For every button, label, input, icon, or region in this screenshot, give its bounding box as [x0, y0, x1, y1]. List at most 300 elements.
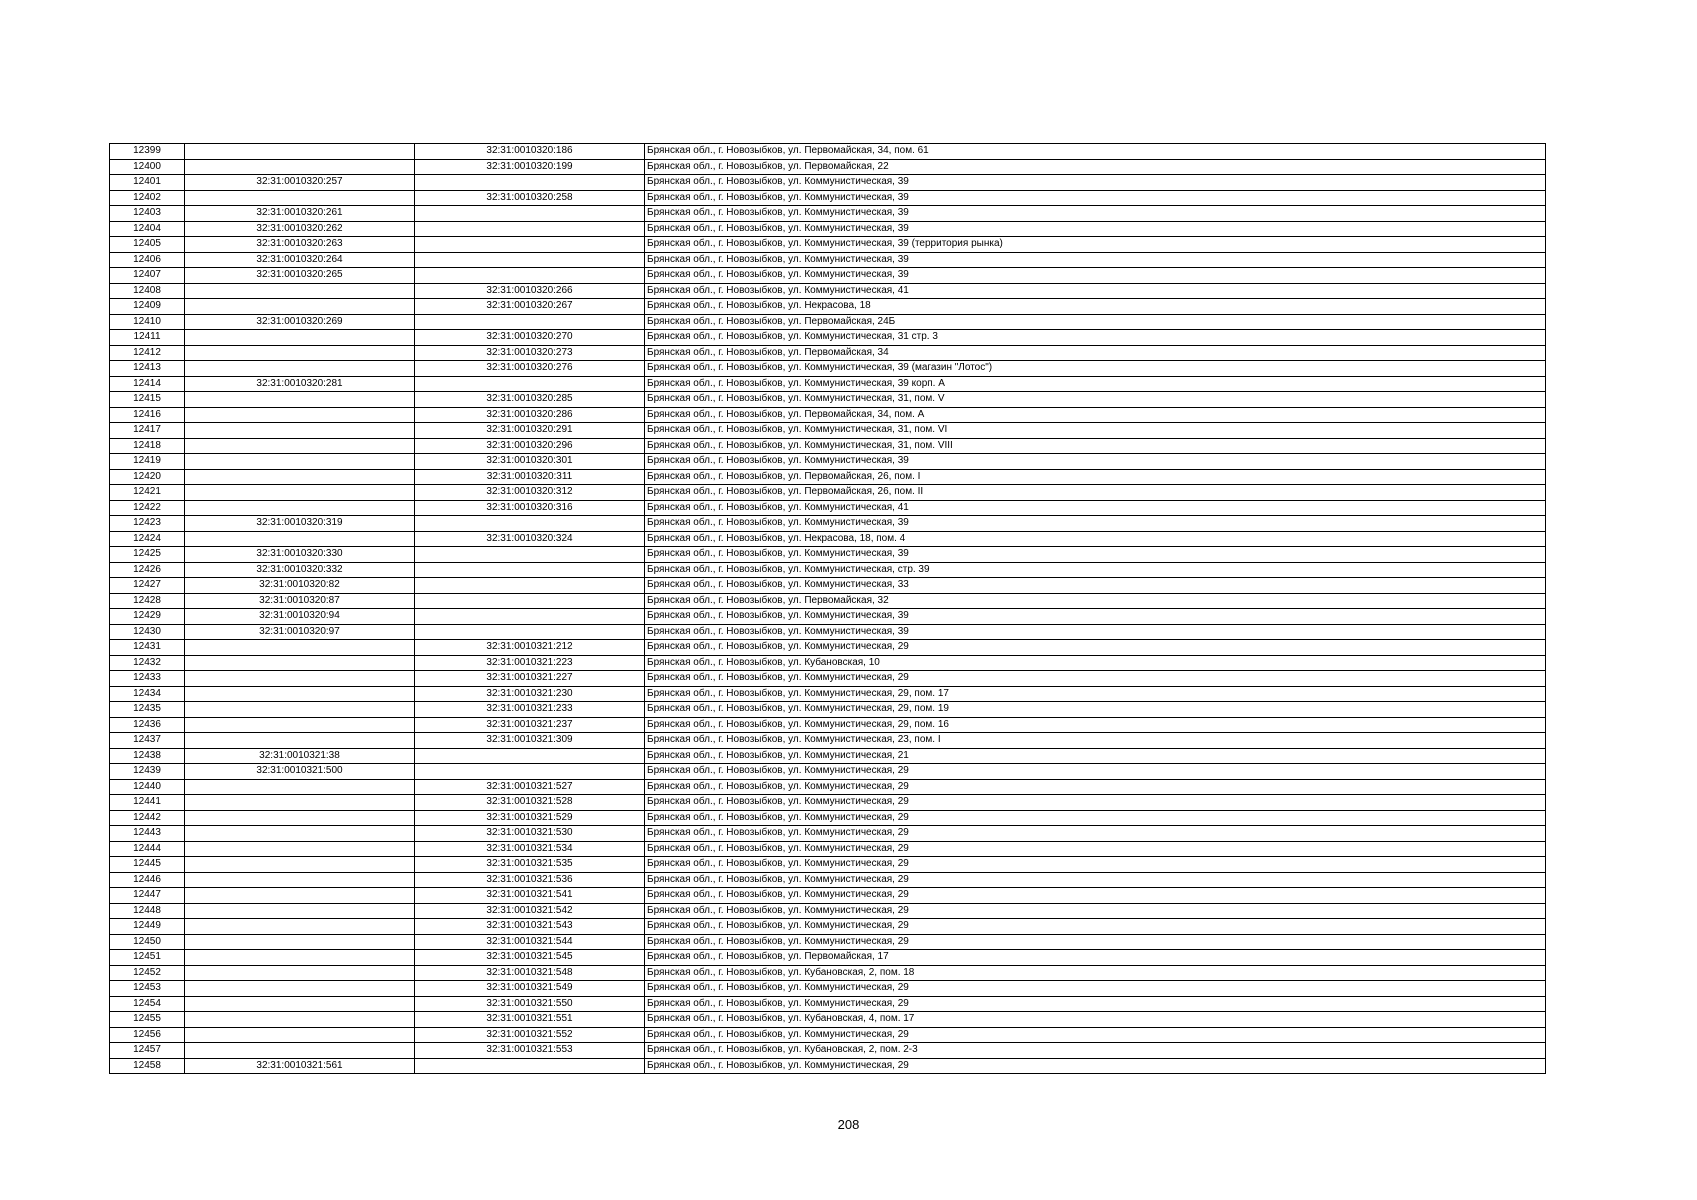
cadastral-number-cell: 32:31:0010320:330	[185, 547, 415, 563]
cadastral-number-cell: 32:31:0010320:257	[185, 175, 415, 191]
cadastral-number-cell	[185, 981, 415, 997]
table-row	[110, 748, 1546, 764]
cadastral-number-cell	[185, 841, 415, 857]
row-number-cell: 12447	[110, 888, 185, 904]
cadastral-number-cell: 32:31:0010320:87	[185, 593, 415, 609]
cadastral-number-cell	[185, 299, 415, 315]
cadastral-number-alt-cell: 32:31:0010321:544	[415, 934, 645, 950]
row-number-cell: 12450	[110, 934, 185, 950]
row-number-cell: 12453	[110, 981, 185, 997]
row-number-cell: 12419	[110, 454, 185, 470]
address-cell: Брянская обл., г. Новозыбков, ул. Некрасова, 18	[645, 299, 1546, 315]
registry-table-body	[110, 144, 1546, 1074]
cadastral-number-cell: 32:31:0010320:281	[185, 376, 415, 392]
row-number-cell: 12410	[110, 314, 185, 330]
cadastral-number-cell	[185, 919, 415, 935]
table-row	[110, 485, 1546, 501]
row-number-cell: 12429	[110, 609, 185, 625]
address-cell: Брянская обл., г. Новозыбков, ул. Коммунистическая, 29	[645, 779, 1546, 795]
row-number-cell: 12440	[110, 779, 185, 795]
address-cell: Брянская обл., г. Новозыбков, ул. Коммунистическая, 41	[645, 283, 1546, 299]
cadastral-number-cell: 32:31:0010320:262	[185, 221, 415, 237]
address-cell: Брянская обл., г. Новозыбков, ул. Коммунистическая, 39	[645, 175, 1546, 191]
address-cell: Брянская обл., г. Новозыбков, ул. Кубановская, 2, пом. 2-3	[645, 1043, 1546, 1059]
row-number-cell: 12457	[110, 1043, 185, 1059]
row-number-cell: 12416	[110, 407, 185, 423]
address-cell: Брянская обл., г. Новозыбков, ул. Коммунистическая, 39 корп. А	[645, 376, 1546, 392]
table-row	[110, 283, 1546, 299]
cadastral-number-cell	[185, 392, 415, 408]
table-row	[110, 888, 1546, 904]
table-row	[110, 1058, 1546, 1074]
address-cell: Брянская обл., г. Новозыбков, ул. Коммунистическая, 29	[645, 872, 1546, 888]
table-row	[110, 221, 1546, 237]
row-number-cell: 12454	[110, 996, 185, 1012]
row-number-cell: 12430	[110, 624, 185, 640]
table-row	[110, 981, 1546, 997]
cadastral-number-alt-cell: 32:31:0010320:266	[415, 283, 645, 299]
table-row	[110, 144, 1546, 160]
cadastral-number-cell	[185, 857, 415, 873]
table-row	[110, 547, 1546, 563]
row-number-cell: 12425	[110, 547, 185, 563]
row-number-cell: 12432	[110, 655, 185, 671]
table-row	[110, 252, 1546, 268]
cadastral-number-cell	[185, 283, 415, 299]
cadastral-number-alt-cell: 32:31:0010321:536	[415, 872, 645, 888]
cadastral-number-alt-cell	[415, 314, 645, 330]
cadastral-number-cell	[185, 531, 415, 547]
row-number-cell: 12422	[110, 500, 185, 516]
cadastral-number-alt-cell	[415, 206, 645, 222]
row-number-cell: 12415	[110, 392, 185, 408]
table-row	[110, 764, 1546, 780]
row-number-cell: 12449	[110, 919, 185, 935]
cadastral-number-alt-cell: 32:31:0010321:541	[415, 888, 645, 904]
cadastral-number-alt-cell: 32:31:0010320:186	[415, 144, 645, 160]
table-row	[110, 206, 1546, 222]
row-number-cell: 12423	[110, 516, 185, 532]
table-row	[110, 299, 1546, 315]
row-number-cell: 12418	[110, 438, 185, 454]
cadastral-number-alt-cell: 32:31:0010321:212	[415, 640, 645, 656]
row-number-cell: 12420	[110, 469, 185, 485]
address-cell: Брянская обл., г. Новозыбков, ул. Коммунистическая, 29, пом. 19	[645, 702, 1546, 718]
address-cell: Брянская обл., г. Новозыбков, ул. Коммунистическая, 39 (территория рынка)	[645, 237, 1546, 253]
cadastral-number-alt-cell: 32:31:0010320:286	[415, 407, 645, 423]
address-cell: Брянская обл., г. Новозыбков, ул. Коммунистическая, 31, пом. VI	[645, 423, 1546, 439]
table-row	[110, 1012, 1546, 1028]
cadastral-number-cell	[185, 423, 415, 439]
table-row	[110, 438, 1546, 454]
address-cell: Брянская обл., г. Новозыбков, ул. Коммунистическая, 39	[645, 624, 1546, 640]
address-cell: Брянская обл., г. Новозыбков, ул. Коммунистическая, 21	[645, 748, 1546, 764]
row-number-cell: 12433	[110, 671, 185, 687]
table-row	[110, 733, 1546, 749]
cadastral-number-alt-cell: 32:31:0010320:273	[415, 345, 645, 361]
address-cell: Брянская обл., г. Новозыбков, ул. Коммунистическая, 23, пом. I	[645, 733, 1546, 749]
table-row	[110, 826, 1546, 842]
table-row	[110, 237, 1546, 253]
cadastral-number-cell: 32:31:0010320:261	[185, 206, 415, 222]
table-row	[110, 702, 1546, 718]
address-cell: Брянская обл., г. Новозыбков, ул. Коммунистическая, 39	[645, 547, 1546, 563]
row-number-cell: 12409	[110, 299, 185, 315]
row-number-cell: 12411	[110, 330, 185, 346]
row-number-cell: 12412	[110, 345, 185, 361]
cadastral-number-cell	[185, 144, 415, 160]
cadastral-number-cell	[185, 1027, 415, 1043]
table-row	[110, 516, 1546, 532]
cadastral-number-cell	[185, 500, 415, 516]
cadastral-number-cell	[185, 826, 415, 842]
table-row	[110, 717, 1546, 733]
cadastral-number-cell	[185, 345, 415, 361]
cadastral-number-cell	[185, 361, 415, 377]
address-cell: Брянская обл., г. Новозыбков, ул. Первомайская, 34, пом. А	[645, 407, 1546, 423]
row-number-cell: 12426	[110, 562, 185, 578]
table-row	[110, 810, 1546, 826]
cadastral-number-cell	[185, 779, 415, 795]
cadastral-number-alt-cell: 32:31:0010320:301	[415, 454, 645, 470]
cadastral-number-cell: 32:31:0010320:82	[185, 578, 415, 594]
cadastral-number-alt-cell: 32:31:0010321:545	[415, 950, 645, 966]
address-cell: Брянская обл., г. Новозыбков, ул. Коммунистическая, 39	[645, 221, 1546, 237]
row-number-cell: 12401	[110, 175, 185, 191]
row-number-cell: 12408	[110, 283, 185, 299]
address-cell: Брянская обл., г. Новозыбков, ул. Коммунистическая, 29	[645, 1058, 1546, 1074]
table-row	[110, 919, 1546, 935]
row-number-cell: 12399	[110, 144, 185, 160]
address-cell: Брянская обл., г. Новозыбков, ул. Коммунистическая, 29	[645, 671, 1546, 687]
cadastral-number-alt-cell: 32:31:0010320:311	[415, 469, 645, 485]
row-number-cell: 12402	[110, 190, 185, 206]
cadastral-number-cell	[185, 795, 415, 811]
address-cell: Брянская обл., г. Новозыбков, ул. Коммунистическая, 39	[645, 609, 1546, 625]
row-number-cell: 12405	[110, 237, 185, 253]
cadastral-number-cell: 32:31:0010321:500	[185, 764, 415, 780]
row-number-cell: 12444	[110, 841, 185, 857]
cadastral-number-alt-cell: 32:31:0010320:270	[415, 330, 645, 346]
cadastral-number-alt-cell	[415, 252, 645, 268]
address-cell: Брянская обл., г. Новозыбков, ул. Коммунистическая, 31, пом. VIII	[645, 438, 1546, 454]
address-cell: Брянская обл., г. Новозыбков, ул. Некрасова, 18, пом. 4	[645, 531, 1546, 547]
cadastral-number-alt-cell: 32:31:0010321:233	[415, 702, 645, 718]
cadastral-number-cell	[185, 1043, 415, 1059]
address-cell: Брянская обл., г. Новозыбков, ул. Коммунистическая, 29	[645, 1027, 1546, 1043]
address-cell: Брянская обл., г. Новозыбков, ул. Коммунистическая, 29	[645, 888, 1546, 904]
row-number-cell: 12451	[110, 950, 185, 966]
table-row	[110, 423, 1546, 439]
cadastral-number-alt-cell	[415, 175, 645, 191]
cadastral-number-cell	[185, 903, 415, 919]
table-row	[110, 903, 1546, 919]
row-number-cell: 12403	[110, 206, 185, 222]
address-cell: Брянская обл., г. Новозыбков, ул. Коммунистическая, 29	[645, 996, 1546, 1012]
row-number-cell: 12456	[110, 1027, 185, 1043]
cadastral-number-cell: 32:31:0010320:94	[185, 609, 415, 625]
cadastral-number-alt-cell	[415, 1058, 645, 1074]
cadastral-number-alt-cell: 32:31:0010321:529	[415, 810, 645, 826]
table-row	[110, 407, 1546, 423]
table-row	[110, 175, 1546, 191]
cadastral-number-cell: 32:31:0010320:332	[185, 562, 415, 578]
cadastral-number-alt-cell	[415, 547, 645, 563]
address-cell: Брянская обл., г. Новозыбков, ул. Первомайская, 34	[645, 345, 1546, 361]
cadastral-number-alt-cell: 32:31:0010321:535	[415, 857, 645, 873]
table-row	[110, 996, 1546, 1012]
table-row	[110, 330, 1546, 346]
cadastral-number-cell	[185, 438, 415, 454]
table-row	[110, 159, 1546, 175]
table-row	[110, 841, 1546, 857]
row-number-cell: 12455	[110, 1012, 185, 1028]
table-row	[110, 1043, 1546, 1059]
cadastral-number-alt-cell: 32:31:0010320:316	[415, 500, 645, 516]
cadastral-number-cell: 32:31:0010320:263	[185, 237, 415, 253]
cadastral-number-alt-cell: 32:31:0010321:230	[415, 686, 645, 702]
table-row	[110, 934, 1546, 950]
cadastral-number-alt-cell	[415, 237, 645, 253]
cadastral-number-alt-cell: 32:31:0010320:324	[415, 531, 645, 547]
row-number-cell: 12400	[110, 159, 185, 175]
cadastral-number-alt-cell: 32:31:0010321:530	[415, 826, 645, 842]
cadastral-number-cell	[185, 407, 415, 423]
cadastral-number-alt-cell	[415, 764, 645, 780]
cadastral-number-cell	[185, 686, 415, 702]
address-cell: Брянская обл., г. Новозыбков, ул. Кубановская, 10	[645, 655, 1546, 671]
row-number-cell: 12406	[110, 252, 185, 268]
address-cell: Брянская обл., г. Новозыбков, ул. Коммунистическая, 29	[645, 841, 1546, 857]
address-cell: Брянская обл., г. Новозыбков, ул. Коммунистическая, 29	[645, 981, 1546, 997]
cadastral-number-cell	[185, 733, 415, 749]
address-cell: Брянская обл., г. Новозыбков, ул. Коммунистическая, 39	[645, 206, 1546, 222]
row-number-cell: 12445	[110, 857, 185, 873]
cadastral-number-alt-cell: 32:31:0010321:527	[415, 779, 645, 795]
row-number-cell: 12431	[110, 640, 185, 656]
cadastral-number-cell	[185, 469, 415, 485]
address-cell: Брянская обл., г. Новозыбков, ул. Первомайская, 32	[645, 593, 1546, 609]
cadastral-number-cell	[185, 996, 415, 1012]
address-cell: Брянская обл., г. Новозыбков, ул. Коммунистическая, 39	[645, 268, 1546, 284]
table-row	[110, 857, 1546, 873]
row-number-cell: 12414	[110, 376, 185, 392]
cadastral-number-alt-cell	[415, 221, 645, 237]
cadastral-number-cell	[185, 717, 415, 733]
cadastral-number-alt-cell	[415, 748, 645, 764]
address-cell: Брянская обл., г. Новозыбков, ул. Коммунистическая, 39	[645, 190, 1546, 206]
row-number-cell: 12436	[110, 717, 185, 733]
address-cell: Брянская обл., г. Новозыбков, ул. Коммунистическая, 39 (магазин "Лотос")	[645, 361, 1546, 377]
cadastral-number-cell: 32:31:0010320:97	[185, 624, 415, 640]
cadastral-number-alt-cell	[415, 376, 645, 392]
row-number-cell: 12427	[110, 578, 185, 594]
table-row	[110, 500, 1546, 516]
table-row	[110, 469, 1546, 485]
cadastral-number-cell	[185, 702, 415, 718]
address-cell: Брянская обл., г. Новозыбков, ул. Кубановская, 4, пом. 17	[645, 1012, 1546, 1028]
table-row	[110, 392, 1546, 408]
cadastral-number-cell	[185, 1012, 415, 1028]
table-row	[110, 361, 1546, 377]
address-cell: Брянская обл., г. Новозыбков, ул. Первомайская, 26, пом. I	[645, 469, 1546, 485]
row-number-cell: 12442	[110, 810, 185, 826]
cadastral-number-alt-cell: 32:31:0010320:296	[415, 438, 645, 454]
row-number-cell: 12434	[110, 686, 185, 702]
cadastral-number-alt-cell: 32:31:0010321:550	[415, 996, 645, 1012]
cadastral-number-cell	[185, 671, 415, 687]
cadastral-number-alt-cell: 32:31:0010320:285	[415, 392, 645, 408]
row-number-cell: 12446	[110, 872, 185, 888]
address-cell: Брянская обл., г. Новозыбков, ул. Коммунистическая, 29	[645, 919, 1546, 935]
cadastral-number-cell: 32:31:0010320:265	[185, 268, 415, 284]
cadastral-number-cell	[185, 330, 415, 346]
cadastral-number-cell: 32:31:0010320:269	[185, 314, 415, 330]
address-cell: Брянская обл., г. Новозыбков, ул. Первомайская, 34, пом. 61	[645, 144, 1546, 160]
table-row	[110, 314, 1546, 330]
address-cell: Брянская обл., г. Новозыбков, ул. Коммунистическая, 29, пом. 16	[645, 717, 1546, 733]
address-cell: Брянская обл., г. Новозыбков, ул. Первомайская, 24Б	[645, 314, 1546, 330]
row-number-cell: 12407	[110, 268, 185, 284]
address-cell: Брянская обл., г. Новозыбков, ул. Первомайская, 22	[645, 159, 1546, 175]
cadastral-number-cell	[185, 810, 415, 826]
cadastral-number-alt-cell: 32:31:0010321:237	[415, 717, 645, 733]
row-number-cell: 12458	[110, 1058, 185, 1074]
cadastral-number-alt-cell: 32:31:0010321:309	[415, 733, 645, 749]
table-row	[110, 376, 1546, 392]
table-row	[110, 1027, 1546, 1043]
address-cell: Брянская обл., г. Новозыбков, ул. Коммунистическая, 29	[645, 857, 1546, 873]
address-cell: Брянская обл., г. Новозыбков, ул. Коммунистическая, 31, пом. V	[645, 392, 1546, 408]
table-row	[110, 655, 1546, 671]
address-cell: Брянская обл., г. Новозыбков, ул. Коммунистическая, 39	[645, 252, 1546, 268]
table-row	[110, 624, 1546, 640]
table-row	[110, 609, 1546, 625]
table-row	[110, 872, 1546, 888]
registry-table	[109, 143, 1546, 1074]
cadastral-number-cell: 32:31:0010321:38	[185, 748, 415, 764]
row-number-cell: 12437	[110, 733, 185, 749]
row-number-cell: 12413	[110, 361, 185, 377]
cadastral-number-alt-cell	[415, 268, 645, 284]
cadastral-number-cell	[185, 888, 415, 904]
table-row	[110, 640, 1546, 656]
cadastral-number-cell	[185, 485, 415, 501]
address-cell: Брянская обл., г. Новозыбков, ул. Коммунистическая, 29	[645, 764, 1546, 780]
table-row	[110, 593, 1546, 609]
cadastral-number-alt-cell	[415, 609, 645, 625]
cadastral-number-cell	[185, 159, 415, 175]
row-number-cell: 12438	[110, 748, 185, 764]
address-cell: Брянская обл., г. Новозыбков, ул. Коммунистическая, 29, пом. 17	[645, 686, 1546, 702]
cadastral-number-cell: 32:31:0010321:561	[185, 1058, 415, 1074]
table-row	[110, 795, 1546, 811]
address-cell: Брянская обл., г. Новозыбков, ул. Коммунистическая, 39	[645, 454, 1546, 470]
cadastral-number-alt-cell: 32:31:0010321:534	[415, 841, 645, 857]
cadastral-number-alt-cell: 32:31:0010321:548	[415, 965, 645, 981]
row-number-cell: 12417	[110, 423, 185, 439]
address-cell: Брянская обл., г. Новозыбков, ул. Коммунистическая, 29	[645, 934, 1546, 950]
cadastral-number-alt-cell	[415, 578, 645, 594]
address-cell: Брянская обл., г. Новозыбков, ул. Первомайская, 17	[645, 950, 1546, 966]
row-number-cell: 12421	[110, 485, 185, 501]
cadastral-number-alt-cell: 32:31:0010321:528	[415, 795, 645, 811]
cadastral-number-alt-cell: 32:31:0010321:227	[415, 671, 645, 687]
table-row	[110, 190, 1546, 206]
cadastral-number-alt-cell: 32:31:0010321:553	[415, 1043, 645, 1059]
address-cell: Брянская обл., г. Новозыбков, ул. Коммунистическая, 41	[645, 500, 1546, 516]
address-cell: Брянская обл., г. Новозыбков, ул. Коммунистическая, стр. 39	[645, 562, 1546, 578]
table-row	[110, 578, 1546, 594]
row-number-cell: 12435	[110, 702, 185, 718]
cadastral-number-alt-cell: 32:31:0010320:291	[415, 423, 645, 439]
page-number: 208	[837, 1117, 860, 1132]
cadastral-number-alt-cell: 32:31:0010321:542	[415, 903, 645, 919]
table-row	[110, 268, 1546, 284]
table-row	[110, 562, 1546, 578]
address-cell: Брянская обл., г. Новозыбков, ул. Коммунистическая, 29	[645, 826, 1546, 842]
cadastral-number-alt-cell: 32:31:0010321:552	[415, 1027, 645, 1043]
cadastral-number-cell	[185, 872, 415, 888]
cadastral-number-alt-cell: 32:31:0010321:551	[415, 1012, 645, 1028]
table-row	[110, 454, 1546, 470]
cadastral-number-cell	[185, 640, 415, 656]
address-cell: Брянская обл., г. Новозыбков, ул. Коммунистическая, 29	[645, 795, 1546, 811]
table-row	[110, 671, 1546, 687]
row-number-cell: 12448	[110, 903, 185, 919]
cadastral-number-alt-cell: 32:31:0010321:549	[415, 981, 645, 997]
row-number-cell: 12441	[110, 795, 185, 811]
cadastral-number-cell	[185, 190, 415, 206]
cadastral-number-cell	[185, 454, 415, 470]
address-cell: Брянская обл., г. Новозыбков, ул. Коммунистическая, 39	[645, 516, 1546, 532]
cadastral-number-alt-cell: 32:31:0010320:267	[415, 299, 645, 315]
cadastral-number-cell: 32:31:0010320:264	[185, 252, 415, 268]
cadastral-number-cell	[185, 655, 415, 671]
cadastral-number-alt-cell: 32:31:0010320:258	[415, 190, 645, 206]
cadastral-number-alt-cell	[415, 593, 645, 609]
table-row	[110, 345, 1546, 361]
cadastral-number-cell: 32:31:0010320:319	[185, 516, 415, 532]
table-row	[110, 965, 1546, 981]
cadastral-number-alt-cell	[415, 516, 645, 532]
cadastral-number-alt-cell: 32:31:0010320:199	[415, 159, 645, 175]
address-cell: Брянская обл., г. Новозыбков, ул. Первомайская, 26, пом. II	[645, 485, 1546, 501]
address-cell: Брянская обл., г. Новозыбков, ул. Коммунистическая, 29	[645, 810, 1546, 826]
cadastral-number-alt-cell: 32:31:0010320:276	[415, 361, 645, 377]
table-row	[110, 531, 1546, 547]
address-cell: Брянская обл., г. Новозыбков, ул. Коммунистическая, 29	[645, 640, 1546, 656]
row-number-cell: 12428	[110, 593, 185, 609]
row-number-cell: 12404	[110, 221, 185, 237]
cadastral-number-alt-cell: 32:31:0010320:312	[415, 485, 645, 501]
cadastral-number-cell	[185, 934, 415, 950]
address-cell: Брянская обл., г. Новозыбков, ул. Коммунистическая, 33	[645, 578, 1546, 594]
table-row	[110, 686, 1546, 702]
row-number-cell: 12424	[110, 531, 185, 547]
cadastral-number-alt-cell: 32:31:0010321:223	[415, 655, 645, 671]
cadastral-number-cell	[185, 950, 415, 966]
row-number-cell: 12439	[110, 764, 185, 780]
row-number-cell: 12443	[110, 826, 185, 842]
cadastral-number-alt-cell: 32:31:0010321:543	[415, 919, 645, 935]
cadastral-number-alt-cell	[415, 624, 645, 640]
table-row	[110, 950, 1546, 966]
cadastral-number-cell	[185, 965, 415, 981]
address-cell: Брянская обл., г. Новозыбков, ул. Кубановская, 2, пом. 18	[645, 965, 1546, 981]
address-cell: Брянская обл., г. Новозыбков, ул. Коммунистическая, 31 стр. 3	[645, 330, 1546, 346]
row-number-cell: 12452	[110, 965, 185, 981]
